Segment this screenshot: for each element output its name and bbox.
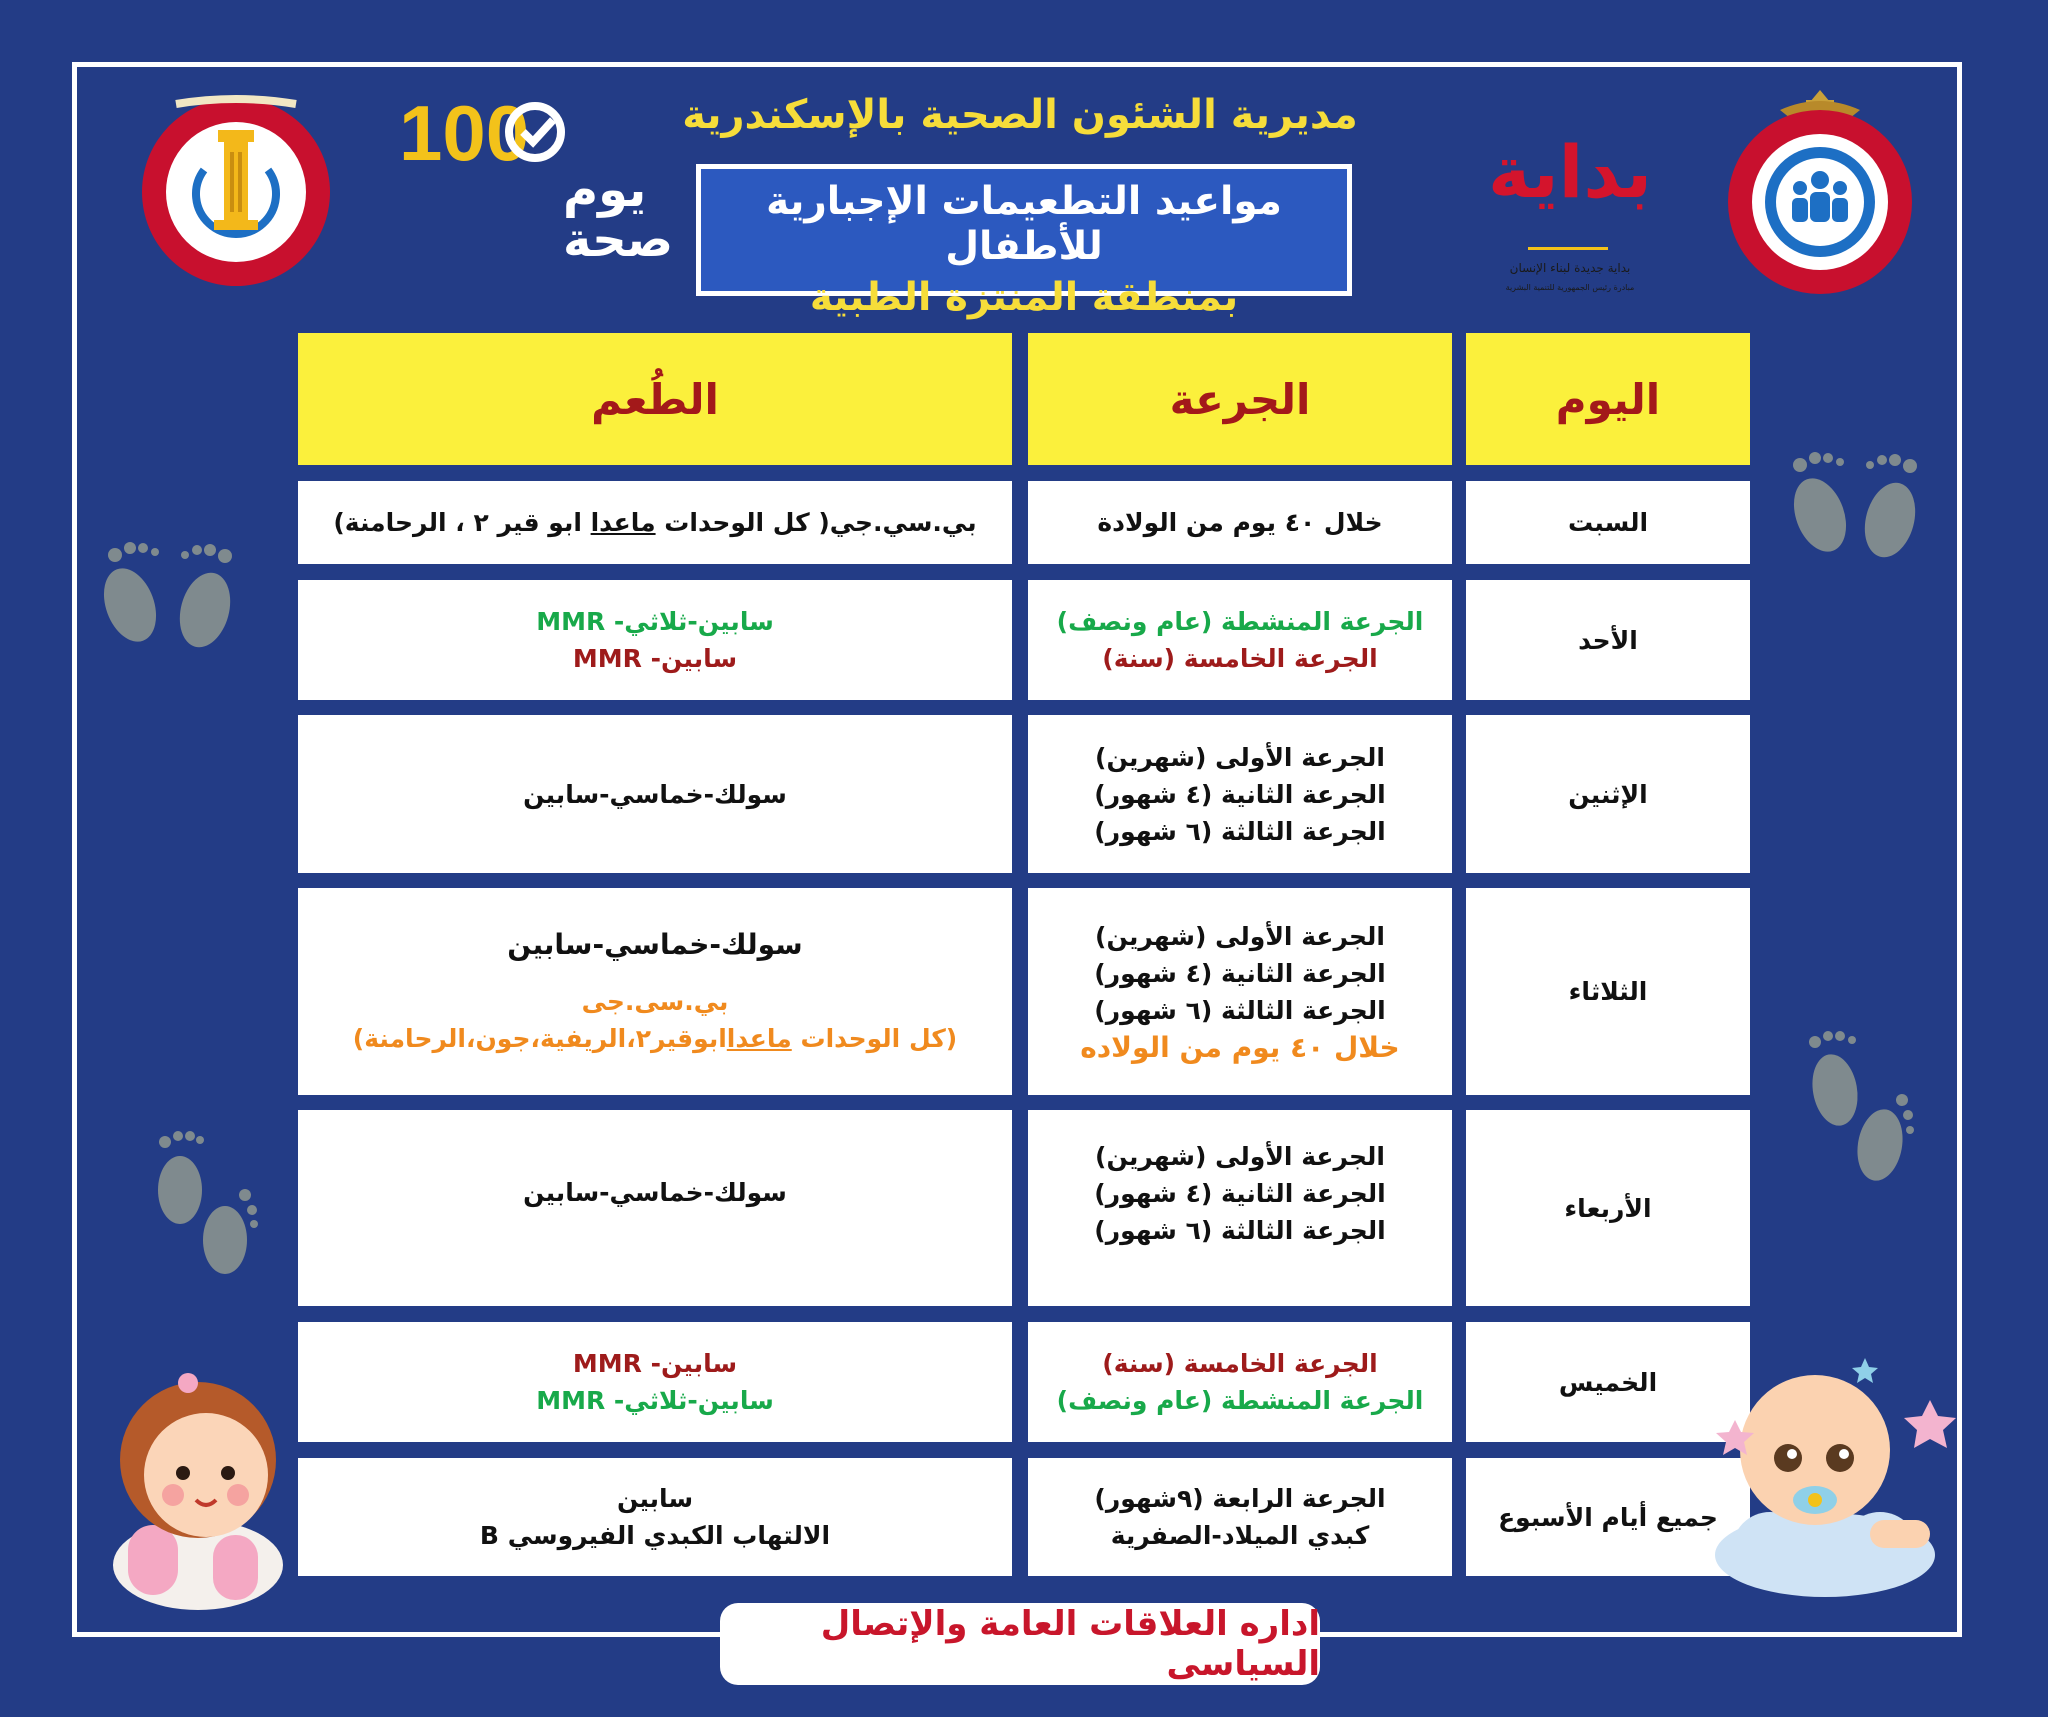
vaccine-except-text: ماعدا <box>726 1024 792 1053</box>
row-wednesday-day <box>1466 1110 1750 1306</box>
campaign-word-health: صحة <box>563 212 674 268</box>
vaccine-text: سولك-خماسي-سابين <box>507 928 803 961</box>
footprints-icon <box>1770 430 1940 570</box>
vaccine-text: سولك-خماسي-سابين <box>523 779 787 809</box>
row-wednesday-dose <box>1028 1110 1452 1306</box>
subtitle-line1: مواعيد التطعيمات الإجبارية للأطفال <box>766 179 1282 269</box>
day-label: الإثنين <box>1568 779 1648 809</box>
header-dose: الجرعة <box>1028 333 1452 465</box>
dose-line: الجرعة الثانية (٤ شهور) <box>1094 958 1386 988</box>
vaccine-line: الالتهاب الكبدي الفيروسي B <box>479 1521 831 1550</box>
dose-line: الجرعة الأولى (شهرين) <box>1095 1142 1385 1171</box>
row-thursday-vaccine <box>298 1322 1012 1442</box>
dose-line: خلال ٤٠ يوم من الولادة <box>1097 508 1383 537</box>
dose-line: الجرعة الثانية (٤ شهور) <box>1094 779 1386 809</box>
vaccine-except-text: ماعدا <box>590 508 656 537</box>
row-monday-dose <box>1028 715 1452 873</box>
bidaya-subtagline: مبادرة رئيس الجمهورية للتنمية البشرية <box>1505 283 1635 292</box>
dose-line: كبدي الميلاد-الصفرية <box>1110 1521 1370 1550</box>
row-tuesday-day <box>1466 888 1750 1095</box>
vaccine-text: ابو قير ٢ ، الرحامنة) <box>333 508 591 537</box>
dose-line: الجرعة الأولى (شهرين) <box>1095 742 1385 772</box>
row-tuesday-dose <box>1028 888 1452 1095</box>
row-sunday-dose <box>1028 580 1452 700</box>
day-label: السبت <box>1567 508 1649 537</box>
day-label: الأربعاء <box>1564 1193 1652 1223</box>
dose-line: الجرعة الرابعة (٩شهور) <box>1094 1484 1386 1513</box>
row-thursday-dose <box>1028 1322 1452 1442</box>
subtitle-line2: بمنطقة المنتزة الطبية <box>809 275 1239 320</box>
page-title: مديرية الشئون الصحية بالإسكندرية <box>682 92 1358 138</box>
dose-line: الجرعة الثالثة (٦ شهور) <box>1094 816 1386 846</box>
100-days-health-logo <box>395 88 674 268</box>
vaccine-text: ابوقير٢،الريفية،جون،الرحامنة) <box>352 1024 727 1053</box>
footer-department: اداره العلاقات العامة والإتصال السياسى <box>720 1603 1320 1685</box>
baby-girl-illustration <box>88 1365 308 1625</box>
row-saturday-day <box>1466 481 1750 564</box>
vaccine-bcg-note <box>353 1020 957 1057</box>
dose-line: الجرعة الثانية (٤ شهور) <box>1094 1179 1386 1208</box>
dose-line-fifth: الجرعة الخامسة (سنة) <box>1102 644 1378 673</box>
row-saturday-dose <box>1028 481 1452 564</box>
vaccine-line <box>333 504 976 541</box>
dose-line: الجرعة الأولى (شهرين) <box>1095 921 1385 951</box>
footprints-icon <box>1790 1020 1930 1200</box>
row-sunday-day <box>1466 580 1750 700</box>
dose-line-booster: الجرعة المنشطة (عام ونصف) <box>1056 1386 1424 1415</box>
day-label: الأحد <box>1578 625 1638 655</box>
row-saturday-vaccine <box>298 481 1012 564</box>
vaccine-line: سابين <box>616 1484 694 1513</box>
vaccine-text: (كل الوحدات <box>791 1024 958 1053</box>
vaccine-line-green: سابين-ثلاثي- MMR <box>536 607 774 636</box>
bidaya-word: بداية <box>1487 130 1653 214</box>
row-allweek-vaccine <box>298 1458 1012 1576</box>
row-allweek-dose <box>1028 1458 1452 1576</box>
footprints-icon <box>140 1120 270 1290</box>
vaccine-line-red: سابين- MMR <box>572 1349 738 1378</box>
vaccine-bcg: بي.سى.جى <box>581 987 729 1016</box>
bidaya-initiative-logo <box>1480 92 1655 297</box>
vaccine-text: سولك-خماسي-سابين <box>523 1178 787 1207</box>
bidaya-tagline: بداية جديدة لبناء الإنسان <box>1509 261 1631 275</box>
row-monday-vaccine <box>298 715 1012 873</box>
alexandria-directorate-logo <box>136 92 336 292</box>
dose-line: الجرعة الثالثة (٦ شهور) <box>1094 995 1386 1025</box>
dose-line-fifth: الجرعة الخامسة (سنة) <box>1102 1349 1378 1378</box>
vaccine-text: بي.سي.جي( كل الوحدات <box>655 508 977 537</box>
row-tuesday-vaccine <box>298 888 1012 1095</box>
vaccine-line-green: سابين-ثلاثي- MMR <box>536 1386 774 1415</box>
baby-boy-illustration <box>1680 1350 1970 1610</box>
subtitle-box <box>696 164 1352 320</box>
day-label: جميع أيام الأسبوع <box>1498 1502 1718 1532</box>
campaign-number: 100 <box>399 89 530 177</box>
row-sunday-vaccine <box>298 580 1012 700</box>
day-label: الثلاثاء <box>1568 977 1648 1006</box>
dose-line-booster: الجرعة المنشطة (عام ونصف) <box>1056 607 1424 636</box>
vaccine-line-red: سابين- MMR <box>572 644 738 673</box>
ministry-of-health-logo <box>1720 80 1920 295</box>
header-vaccine: الطُعم <box>298 333 1012 465</box>
row-wednesday-vaccine <box>298 1110 1012 1306</box>
footprints-icon <box>85 520 255 660</box>
campaign-word-day: يوم <box>563 162 647 218</box>
dose-line: الجرعة الثالثة (٦ شهور) <box>1094 1216 1386 1245</box>
row-monday-day <box>1466 715 1750 873</box>
day-label: الخميس <box>1558 1367 1658 1397</box>
dose-line-bcg: خلال ٤٠ يوم من الولاده <box>1080 1030 1400 1064</box>
header-day: اليوم <box>1466 333 1750 465</box>
